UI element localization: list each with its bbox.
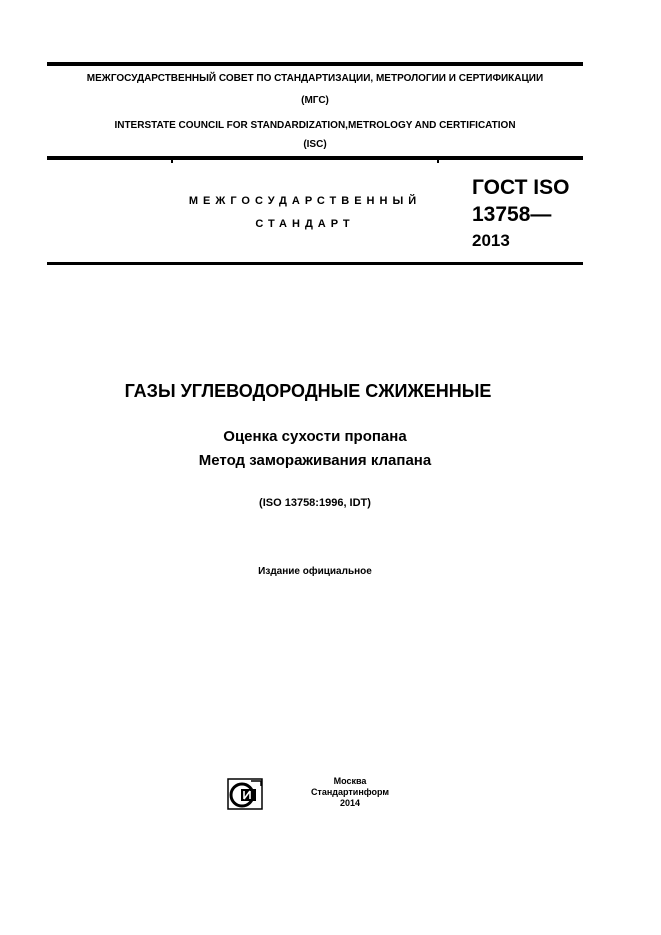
council-name-ru: МЕЖГОСУДАРСТВЕННЫЙ СОВЕТ ПО СТАНДАРТИЗАЦИИ, МЕТРОЛОГИИ И СЕРТИФИКАЦИИ	[86, 73, 544, 84]
bottom-rule	[47, 262, 583, 265]
council-name-en: INTERSTATE COUNCIL FOR STANDARDIZATION,METROLOGY AND CERTIFICATION	[114, 120, 516, 131]
council-abbr-en: (ISC)	[303, 139, 327, 150]
council-abbr-ru: (МГС)	[301, 95, 329, 106]
iso-reference: (ISO 13758:1996, IDT)	[259, 497, 371, 509]
document-subtitle-2: Метод замораживания клапана	[198, 452, 432, 469]
rule-tick-right	[437, 160, 439, 163]
publisher-name: Стандартинформ	[310, 787, 390, 797]
document-subtitle-1: Оценка сухости пропана	[223, 428, 407, 445]
standard-designation-line2: 13758—	[472, 203, 552, 226]
top-rule	[47, 62, 583, 66]
standard-designation-line3: 2013	[472, 231, 510, 250]
document-title: ГАЗЫ УГЛЕВОДОРОДНЫЕ СЖИЖЕННЫЕ	[124, 381, 492, 401]
standard-kind-line1: МЕЖГОСУДАРСТВЕННЫЙ	[188, 195, 422, 207]
publication-year: 2014	[339, 798, 361, 808]
standard-designation-line1: ГОСТ ISO	[472, 176, 570, 199]
edition-label: Издание официальное	[258, 566, 372, 577]
publisher-city: Москва	[333, 776, 367, 786]
rule-tick-left	[171, 160, 173, 163]
standard-kind-line2: СТАНДАРТ	[255, 218, 355, 230]
middle-rule	[47, 156, 583, 160]
standartinform-logo-icon	[227, 778, 263, 810]
